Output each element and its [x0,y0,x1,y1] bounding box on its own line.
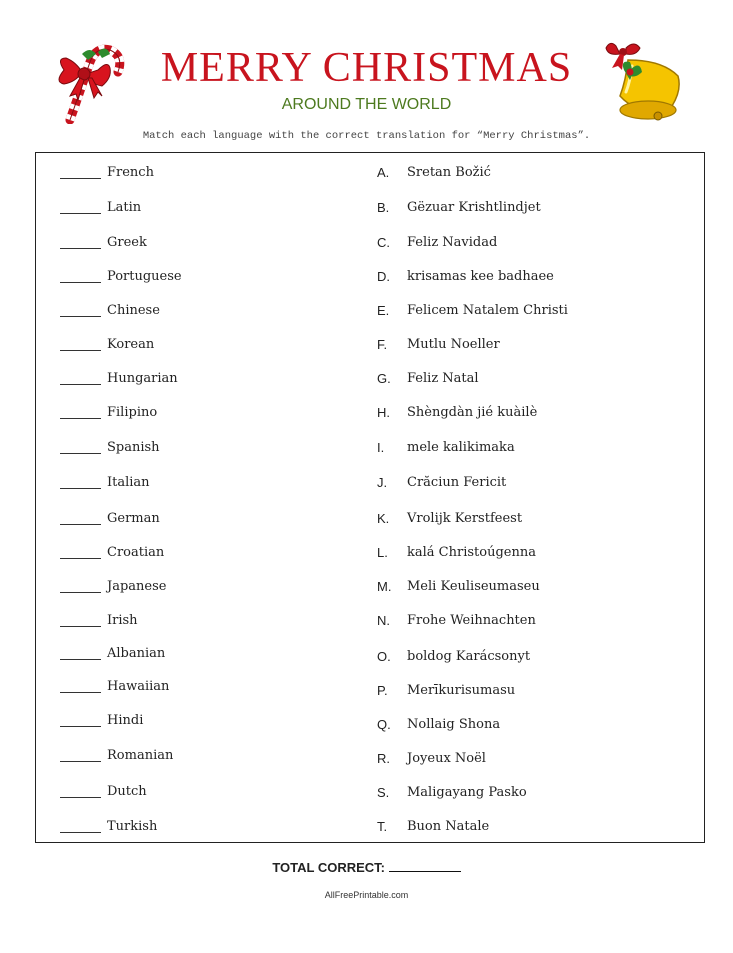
language-row [60,299,160,321]
language-label: Italian [107,474,150,490]
translation-phrase: Feliz Navidad [407,234,498,250]
page-title: MERRY CHRISTMAS [160,45,573,91]
translation-letter: E. [377,302,390,318]
language-row [60,541,164,563]
language-label: Romanian [107,747,174,763]
language-row [60,507,160,529]
language-label: Japanese [107,578,167,594]
answer-blank[interactable] [60,200,101,214]
language-label: Irish [107,612,138,628]
language-label: Chinese [107,302,160,318]
total-correct-label: TOTAL CORRECT: [272,860,386,875]
translation-phrase: Meli Keuliseumaseu [407,578,540,594]
translation-row [377,436,515,458]
answer-blank[interactable] [60,165,101,179]
translation-row [377,815,489,837]
translation-phrase: Feliz Natal [407,370,479,386]
answer-blank[interactable] [60,371,101,385]
language-label: Filipino [107,404,158,420]
answer-blank[interactable] [60,475,101,489]
translation-letter: R. [377,750,390,766]
language-row [60,675,169,697]
translation-row [377,541,536,563]
language-label: Turkish [107,818,158,834]
answer-blank[interactable] [60,713,101,727]
translation-letter: M. [377,578,392,594]
translation-phrase: boldog Karácsonyt [407,648,531,664]
total-correct [0,859,733,875]
answer-blank[interactable] [60,613,101,627]
translation-row [377,507,522,529]
translation-phrase: Crăciun Fericit [407,474,507,490]
translation-row [377,747,486,769]
translation-row [377,196,541,218]
translation-phrase: Joyeux Noël [407,750,486,766]
translation-row [377,333,500,355]
translation-row [377,679,515,701]
language-label: French [107,164,154,180]
language-row [60,161,154,183]
answer-blank[interactable] [60,337,101,351]
language-row [60,401,157,423]
translation-letter: H. [377,404,390,420]
language-row [60,471,150,493]
translation-phrase: Buon Natale [407,818,490,834]
language-row [60,231,147,253]
language-label: Korean [107,336,155,352]
translation-row [377,401,537,423]
language-label: Dutch [107,783,147,799]
translation-row [377,575,540,597]
translation-phrase: Nollaig Shona [407,716,501,732]
language-row [60,780,147,802]
language-label: Croatian [107,544,165,560]
language-row [60,265,182,287]
translation-letter: B. [377,199,390,215]
language-row [60,709,143,731]
language-row [60,642,165,664]
answer-blank[interactable] [60,511,101,525]
translation-row [377,609,536,631]
language-label: Hindi [107,712,144,728]
answer-blank[interactable] [60,269,101,283]
translation-phrase: Merīkurisumasu [407,682,516,698]
site-credit: AllFreePrintable.com [324,890,409,900]
translation-letter: F. [377,336,388,352]
language-label: Albanian [107,645,166,661]
total-correct-blank[interactable] [389,859,461,872]
translation-row [377,231,497,253]
translation-letter: J. [377,474,388,490]
translation-row [377,781,527,803]
language-row [60,367,178,389]
translation-phrase: Felicem Natalem Christi [407,302,568,318]
translation-letter: I. [377,439,385,455]
answer-blank[interactable] [60,405,101,419]
translation-phrase: Shèngdàn jié kuàilè [407,404,538,420]
translation-phrase: kalá Christoúgenna [407,544,536,560]
translation-letter: D. [377,268,390,284]
answer-blank[interactable] [60,579,101,593]
translation-letter: Q. [377,716,391,732]
translation-letter: P. [377,682,388,698]
translation-row [377,161,491,183]
answer-blank[interactable] [60,235,101,249]
translation-phrase: Frohe Weihnachten [407,612,536,628]
translation-phrase: Gëzuar Krishtlindjet [407,199,541,215]
instructions-text: Match each language with the correct translation for “Merry Christmas”. [142,130,591,142]
translation-phrase: mele kalikimaka [407,439,515,455]
translation-phrase: Vrolijk Kerstfeest [407,510,523,526]
translation-phrase: Mutlu Noeller [407,336,500,352]
translation-letter: K. [377,510,390,526]
language-row [60,436,160,458]
translation-phrase: Maligayang Pasko [407,784,527,800]
translation-row [377,713,500,735]
language-row [60,609,138,631]
translation-row [377,299,568,321]
language-row [60,333,154,355]
language-row [60,575,166,597]
translation-letter: L. [377,544,388,560]
language-label: Hungarian [107,370,178,386]
answer-blank[interactable] [60,545,101,559]
language-label: Portuguese [107,268,182,284]
answer-blank[interactable] [60,679,101,693]
language-row [60,744,173,766]
language-label: German [107,510,160,526]
translation-letter: T. [377,818,388,834]
translation-letter: S. [377,784,390,800]
language-row [60,196,141,218]
answer-blank[interactable] [60,303,101,317]
answer-blank[interactable] [60,440,101,454]
translation-row [377,645,530,667]
language-label: Hawaiian [107,678,170,694]
answer-blank[interactable] [60,784,101,798]
answer-blank[interactable] [60,819,101,833]
translation-letter: N. [377,612,390,628]
translation-letter: O. [377,648,391,664]
page-subtitle: AROUND THE WORLD [281,96,452,113]
translation-letter: G. [377,370,391,386]
translation-letter: A. [377,164,390,180]
language-row [60,815,157,837]
translation-row [377,265,554,287]
language-label: Greek [107,234,147,250]
answer-blank[interactable] [60,748,101,762]
language-label: Latin [107,199,142,215]
translation-letter: C. [377,234,390,250]
translation-phrase: krisamas kee badhaee [407,268,554,284]
answer-blank[interactable] [60,646,101,660]
language-label: Spanish [107,439,160,455]
translation-row [377,367,479,389]
translation-phrase: Sretan Božić [407,164,491,180]
translation-row [377,471,506,493]
quiz-box [35,152,705,843]
